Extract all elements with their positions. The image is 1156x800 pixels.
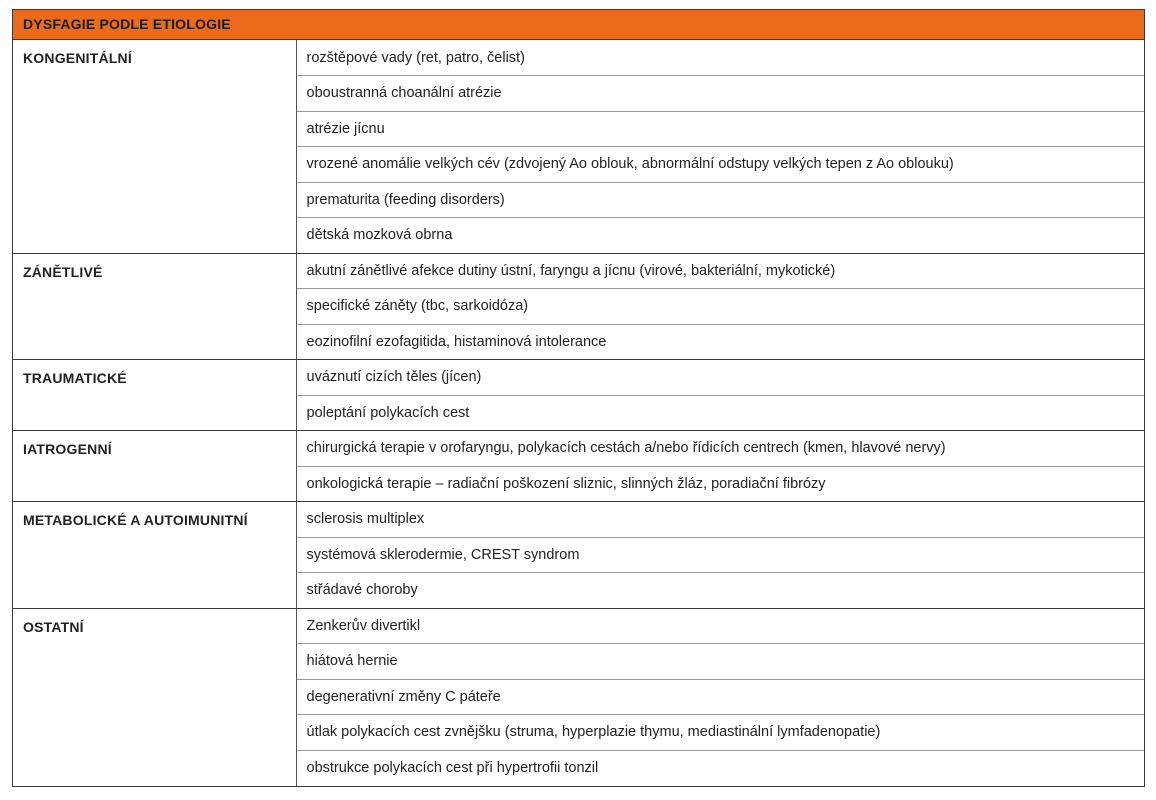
- category-label: KONGENITÁLNÍ: [13, 40, 296, 253]
- etiology-grid: [13, 40, 1144, 786]
- etiology-item: vrozené anomálie velkých cév (zdvojený Ao oblouk, abnormální odstupy velkých tepen z Ao oblouku): [296, 147, 1144, 183]
- etiology-item: chirurgická terapie v orofaryngu, polykacích cestách a/nebo řídicích centrech (kmen, hlavové nervy): [296, 431, 1144, 467]
- category-label: IATROGENNÍ: [13, 431, 296, 502]
- table-row: [13, 253, 1144, 289]
- etiology-table: [12, 9, 1145, 787]
- etiology-item: atrézie jícnu: [296, 111, 1144, 147]
- etiology-item: rozštěpové vady (ret, patro, čelist): [296, 40, 1144, 76]
- category-label: METABOLICKÉ A AUTOIMUNITNÍ: [13, 502, 296, 609]
- etiology-item: střádavé choroby: [296, 573, 1144, 609]
- etiology-item: hiátová hernie: [296, 644, 1144, 680]
- etiology-item: prematurita (feeding disorders): [296, 182, 1144, 218]
- etiology-item: specifické záněty (tbc, sarkoidóza): [296, 289, 1144, 325]
- table-title: DYSFAGIE PODLE ETIOLOGIE: [13, 10, 1144, 40]
- etiology-item: systémová sklerodermie, CREST syndrom: [296, 537, 1144, 573]
- table-row: [13, 431, 1144, 467]
- etiology-item: poleptání polykacích cest: [296, 395, 1144, 431]
- table-row: [13, 40, 1144, 76]
- etiology-item: útlak polykacích cest zvnějšku (struma, hyperplazie thymu, mediastinální lymfadenopatie): [296, 715, 1144, 751]
- etiology-item: dětská mozková obrna: [296, 218, 1144, 254]
- category-label: TRAUMATICKÉ: [13, 360, 296, 431]
- table-row: [13, 360, 1144, 396]
- table-row: [13, 502, 1144, 538]
- category-label: OSTATNÍ: [13, 608, 296, 786]
- etiology-item: uváznutí cizích těles (jícen): [296, 360, 1144, 396]
- etiology-item: eozinofilní ezofagitida, histaminová intolerance: [296, 324, 1144, 360]
- etiology-item: sclerosis multiplex: [296, 502, 1144, 538]
- etiology-item: oboustranná choanální atrézie: [296, 76, 1144, 112]
- etiology-item: Zenkerův divertikl: [296, 608, 1144, 644]
- category-label: ZÁNĚTLIVÉ: [13, 253, 296, 360]
- table-row: [13, 608, 1144, 644]
- etiology-item: akutní zánětlivé afekce dutiny ústní, faryngu a jícnu (virové, bakteriální, mykotické): [296, 253, 1144, 289]
- etiology-item: obstrukce polykacích cest při hypertrofii tonzil: [306, 760, 599, 776]
- etiology-item: degenerativní změny C páteře: [296, 679, 1144, 715]
- table-body: [13, 40, 1144, 786]
- etiology-item: onkologická terapie – radiační poškození sliznic, slinných žláz, poradiační fibrózy: [296, 466, 1144, 502]
